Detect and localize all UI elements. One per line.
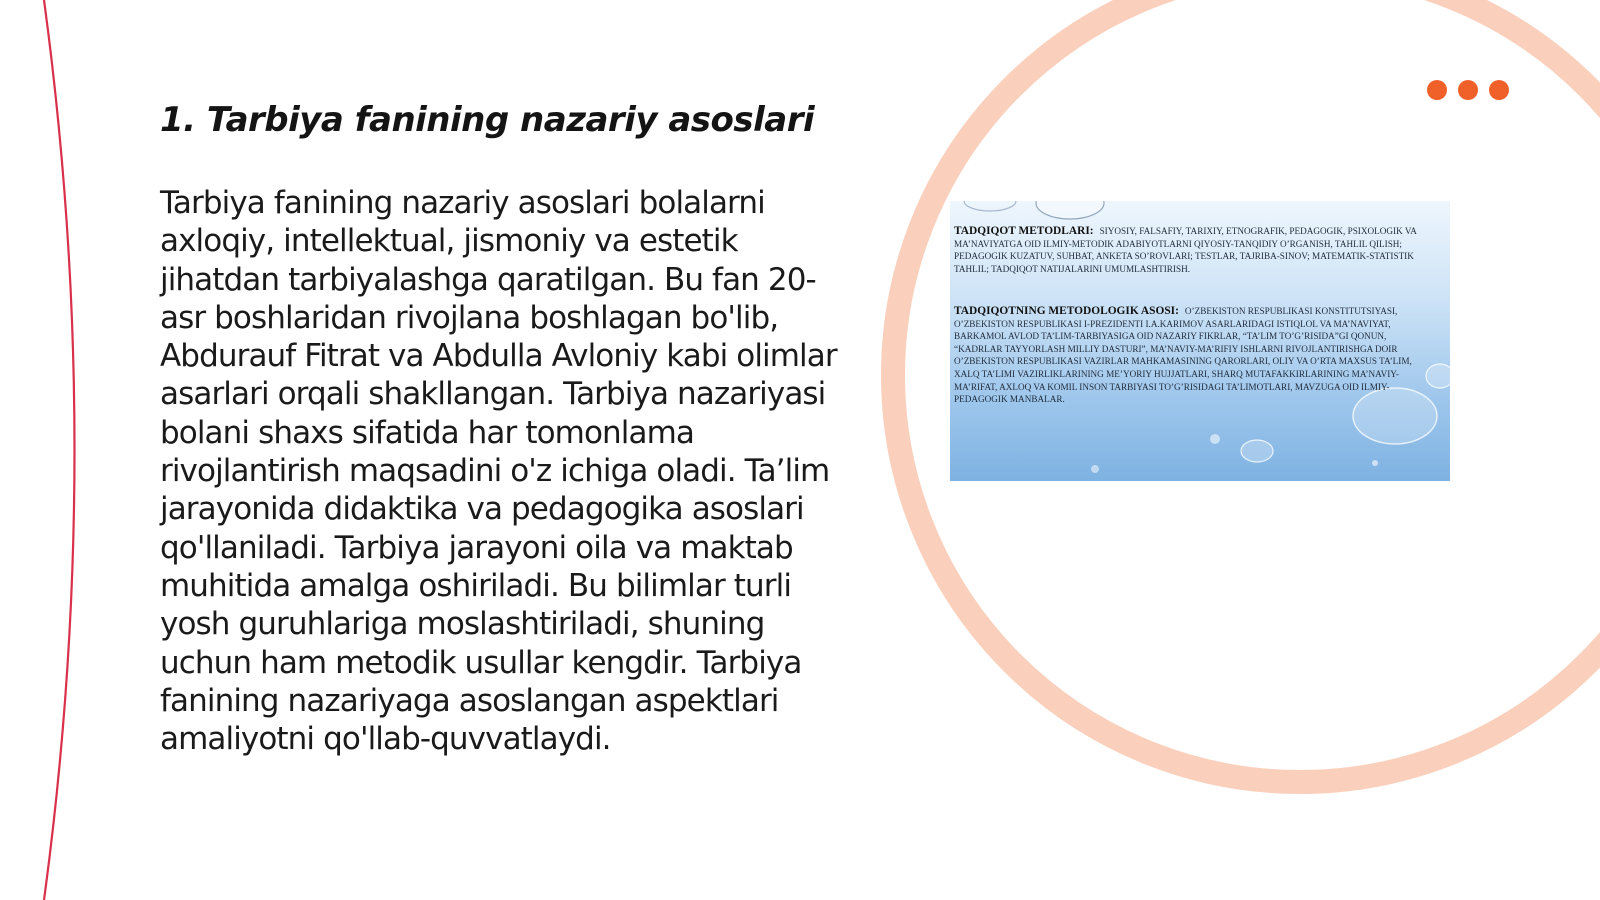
methodological-basis-text: O’ZBEKISTON RESPUBLIKASI KONSTITUTSIYASI, O’ZBEKISTON RESPUBLIKASI I-PREZIDENTI I.A.KARIMOV ASARLARIDAGI ISTIQLOL VA MA’NAVIYAT, BARKAMOL AVLOD TA’LIM-TARBIYASIGA OID NAZARIY FIKRLAR, “TA’LIM TO’G’RISIDA”GI QONUN, “KADRLAR TAYYORLASH MILLIY DASTURI”, MA’NAVIY-MA’RIFIY ISHLARNI RIVOJLANTIRISHGA DOIR O’ZBEKISTON RESPUBLIKASI VAZIRLAR MAHKAMASINING QARORLARI, OLIY VA O’RTA MAXSUS TA’LIM, XALQ TA’LIMI VAZIRLIKLARINING ME’YORIY HUJJATLARI, SHARQ MUTAFAKKIRLARINING MA’NAVIY-MA’RIFAT, AXLOQ VA KOMIL INSON TARBIYASI TO’G’RISIDAGI TA’LIMOTLARI, MAVZUGA OID ILMIY-PEDAGOGIK MANBALAR. — [954, 306, 1412, 405]
slide-title: 1. Tarbiya fanining nazariy asoslari — [160, 100, 815, 140]
research-methods-text: SIYOSIY, FALSAFIY, TARIXIY, ETNOGRAFIK, PEDAGOGIK, PSIXOLOGIK VA MA’NAVIYATGA OID ILMIY-METODIK ADABIYOTLARNI QIYOSIY-TANQIDIY O’RGANISH, TAHLIL QILISH; PEDAGOGIK KUZATUV, SUHBAT, ANKETA SO’ROVLARI; TESTLAR, TAJRIBA-SINOV; MATEMATIK-STATISTIK TAHLIL; TADQIQOT NATIJALARINI UMUMLASHTIRISH. — [954, 226, 1417, 274]
research-methods-image — [950, 201, 1450, 481]
dot-1 — [1427, 80, 1447, 100]
dot-2 — [1458, 80, 1478, 100]
slide-body-text: Tarbiya fanining nazariy asoslari bolalarni axloqiy, intellektual, jismoniy va estetik jihatdan tarbiyalashga qaratilgan. Bu fan 20-asr boshlaridan rivojlana boshlagan bo'lib, Abdurauf Fitrat va Abdulla Avloniy kabi olimlar asarlari orqali shakllangan. Tarbiya nazariyasi bolani shaxs sifatida har tomonlama rivojlantirish maqsadini o'z ichiga oladi. Ta’lim jarayonida didaktika va pedagogika asoslari qo'llaniladi. Tarbiya jarayoni oila va maktab muhitida amalga oshiriladi. Bu bilimlar turli yosh guruhlariga moslashtiriladi, shuning uchun ham metodik usullar kengdir. Tarbiya fanining nazariyaga asoslangan aspektlari amaliyotni qo'llab-quvvatlaydi. — [160, 185, 837, 758]
dot-3 — [1489, 80, 1509, 100]
more-options-icon — [1427, 80, 1509, 100]
research-methods-block — [954, 225, 1432, 275]
methodological-basis-block — [954, 305, 1432, 406]
research-methods-heading: TADQIQOT METODLARI: — [954, 225, 1094, 237]
methodological-basis-heading: TADQIQOTNING METODOLOGIK ASOSI: — [954, 305, 1179, 317]
left-red-line — [44, 0, 75, 900]
